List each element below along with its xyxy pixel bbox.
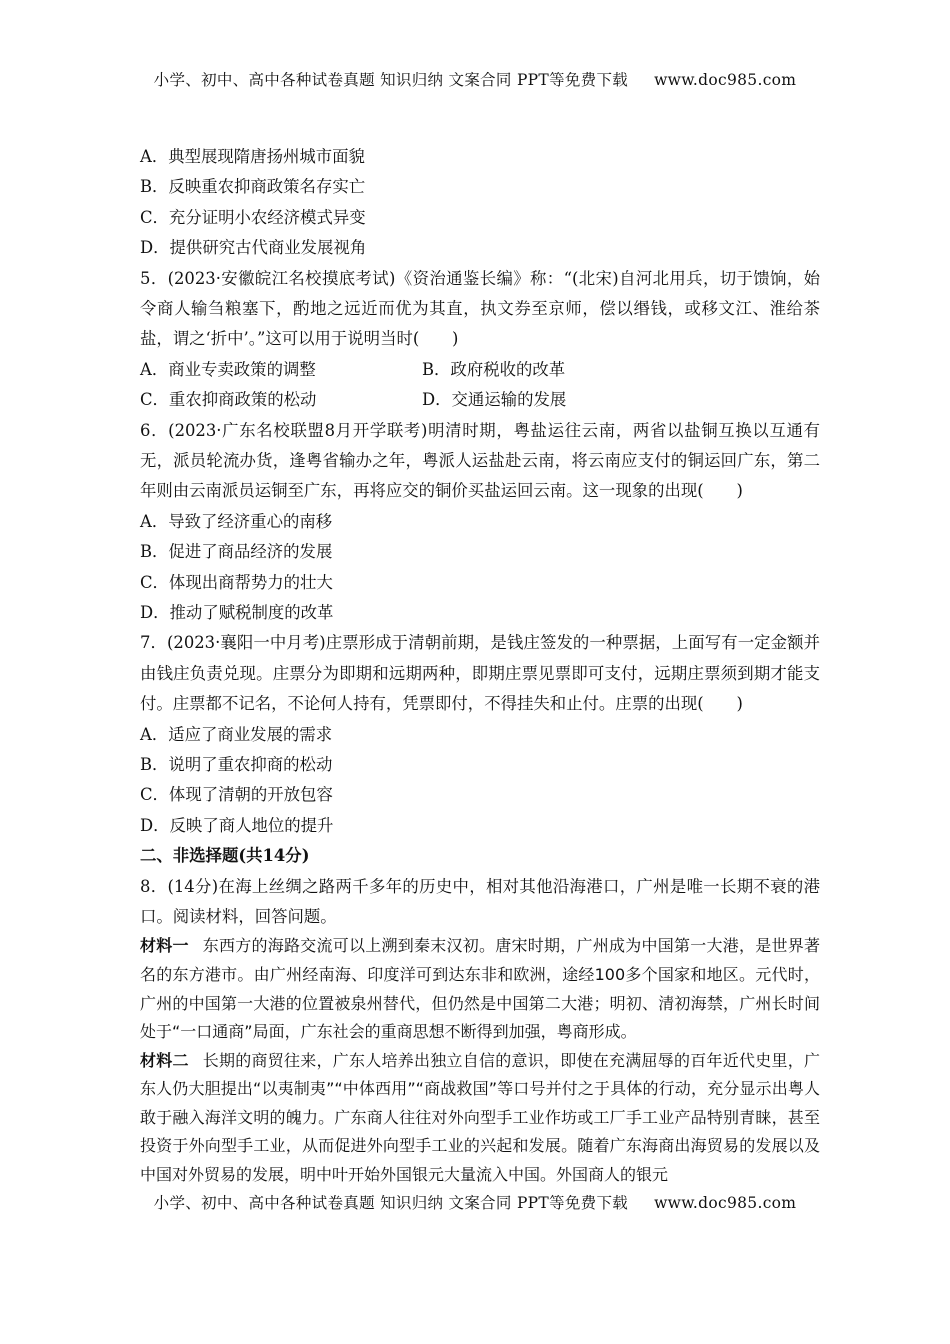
q5-options-row-2 — [140, 385, 820, 415]
material-1-label: 材料一 — [140, 936, 189, 956]
q5-option-b: B．政府税收的改革 — [422, 359, 566, 379]
q4-option-c: C．充分证明小农经济模式异变 — [140, 207, 366, 227]
q8-stem: 8．(14分)在海上丝绸之路两千多年的历史中，相对其他沿海港口，广州是唯一长期不衰的港口。阅读材料，回答问题。 — [140, 876, 820, 926]
q5-option-a: A．商业专卖政策的调整 — [140, 359, 316, 379]
header-text: 小学、初中、高中各种试卷真题 知识归纳 文案合同 PPT等免费下载 — [153, 71, 629, 89]
page-footer — [0, 1191, 950, 1213]
header-url[interactable]: www.doc985.com — [654, 71, 797, 89]
q4-option-b: B．反映重农抑商政策名存实亡 — [140, 177, 366, 197]
q4-option-a: A．典型展现隋唐扬州城市面貌 — [140, 147, 365, 166]
q6-stem: 6．(2023·广东名校联盟8月开学联考)明清时期，粤盐运往云南，两省以盐铜互换以互通有无，派员轮流办货，逢粤省输办之年，粤派人运盐赴云南，将云南应支付的铜运回广东，第二年则由云南派员运铜至广东，再将应交的铜价买盐运回云南。这一现象的出现( ) — [140, 420, 820, 501]
q5-option-d: D．交通运输的发展 — [422, 390, 567, 410]
material-2 — [140, 1047, 820, 1190]
q7-option-b: B．说明了重农抑商的松动 — [140, 754, 333, 774]
footer-text: 小学、初中、高中各种试卷真题 知识归纳 文案合同 PPT等免费下载 — [153, 1194, 629, 1212]
q7-stem: 7．(2023·襄阳一中月考)庄票形成于清朝前期，是钱庄签发的一种票据，上面写有一定金额并由钱庄负责兑现。庄票分为即期和远期两种，即期庄票见票即可支付，远期庄票须到期才能支付。庄票都不记名，不论何人持有，凭票即付，不得挂失和止付。庄票的出现( ) — [140, 633, 820, 714]
q5-option-c: C．重农抑商政策的松动 — [140, 390, 317, 410]
material-2-label: 材料二 — [140, 1050, 189, 1070]
q4-option-d: D．提供研究古代商业发展视角 — [140, 238, 367, 258]
q6-option-d: D．推动了赋税制度的改革 — [140, 602, 334, 622]
q6-option-a: A．导致了经济重心的南移 — [140, 511, 333, 531]
material-1 — [140, 932, 820, 1046]
q5-options-row-1 — [140, 355, 820, 385]
q6-option-b: B．促进了商品经济的发展 — [140, 542, 333, 562]
footer-url[interactable]: www.doc985.com — [654, 1194, 797, 1212]
page-header — [0, 68, 950, 90]
q6-option-c: C．体现出商帮势力的壮大 — [140, 572, 333, 592]
page-content — [140, 142, 820, 1190]
section-title: 二、非选择题(共14分) — [140, 846, 310, 866]
material-1-text: 东西方的海路交流可以上溯到秦末汉初。唐宋时期，广州成为中国第一大港，是世界著名的东方港市。由广州经南海、印度洋可到达东非和欧洲，途经100多个国家和地区。元代时，广州的中国第一大港的位置被泉州替代，但仍然是中国第二大港；明初、清初海禁，广州长时间处于“一口通商”局面，广东社会的重商思想不断得到加强，粤商形成。 — [140, 936, 820, 1042]
q7-option-a: A．适应了商业发展的需求 — [140, 724, 333, 744]
q7-option-c: C．体现了清朝的开放包容 — [140, 785, 333, 805]
q7-option-d: D．反映了商人地位的提升 — [140, 815, 334, 835]
q5-stem: 5．(2023·安徽皖江名校摸底考试)《资治通鉴长编》称：“(北宋)自河北用兵，切于馈饷，始令商人输刍粮塞下，酌地之远近而优为其直，执文券至京师，偿以缗钱，或移文江、淮给茶盐，谓之‘折中’。”这可以用于说明当时( ) — [140, 268, 820, 349]
material-2-text: 长期的商贸往来，广东人培养出独立自信的意识，即使在充满屈辱的百年近代史里，广东人仍大胆提出“以夷制夷”“中体西用”“商战救国”等口号并付之于具体的行动，充分显示出粤人敢于融入海洋文明的魄力。广东商人往往对外向型手工业作坊或工厂手工业产品特别青睐，甚至投资于外向型手工业，从而促进外向型手工业的兴起和发展。随着广东海商出海贸易的发展以及中国对外贸易的发展，明中叶开始外国银元大量流入中国。外国商人的银元 — [140, 1050, 820, 1185]
